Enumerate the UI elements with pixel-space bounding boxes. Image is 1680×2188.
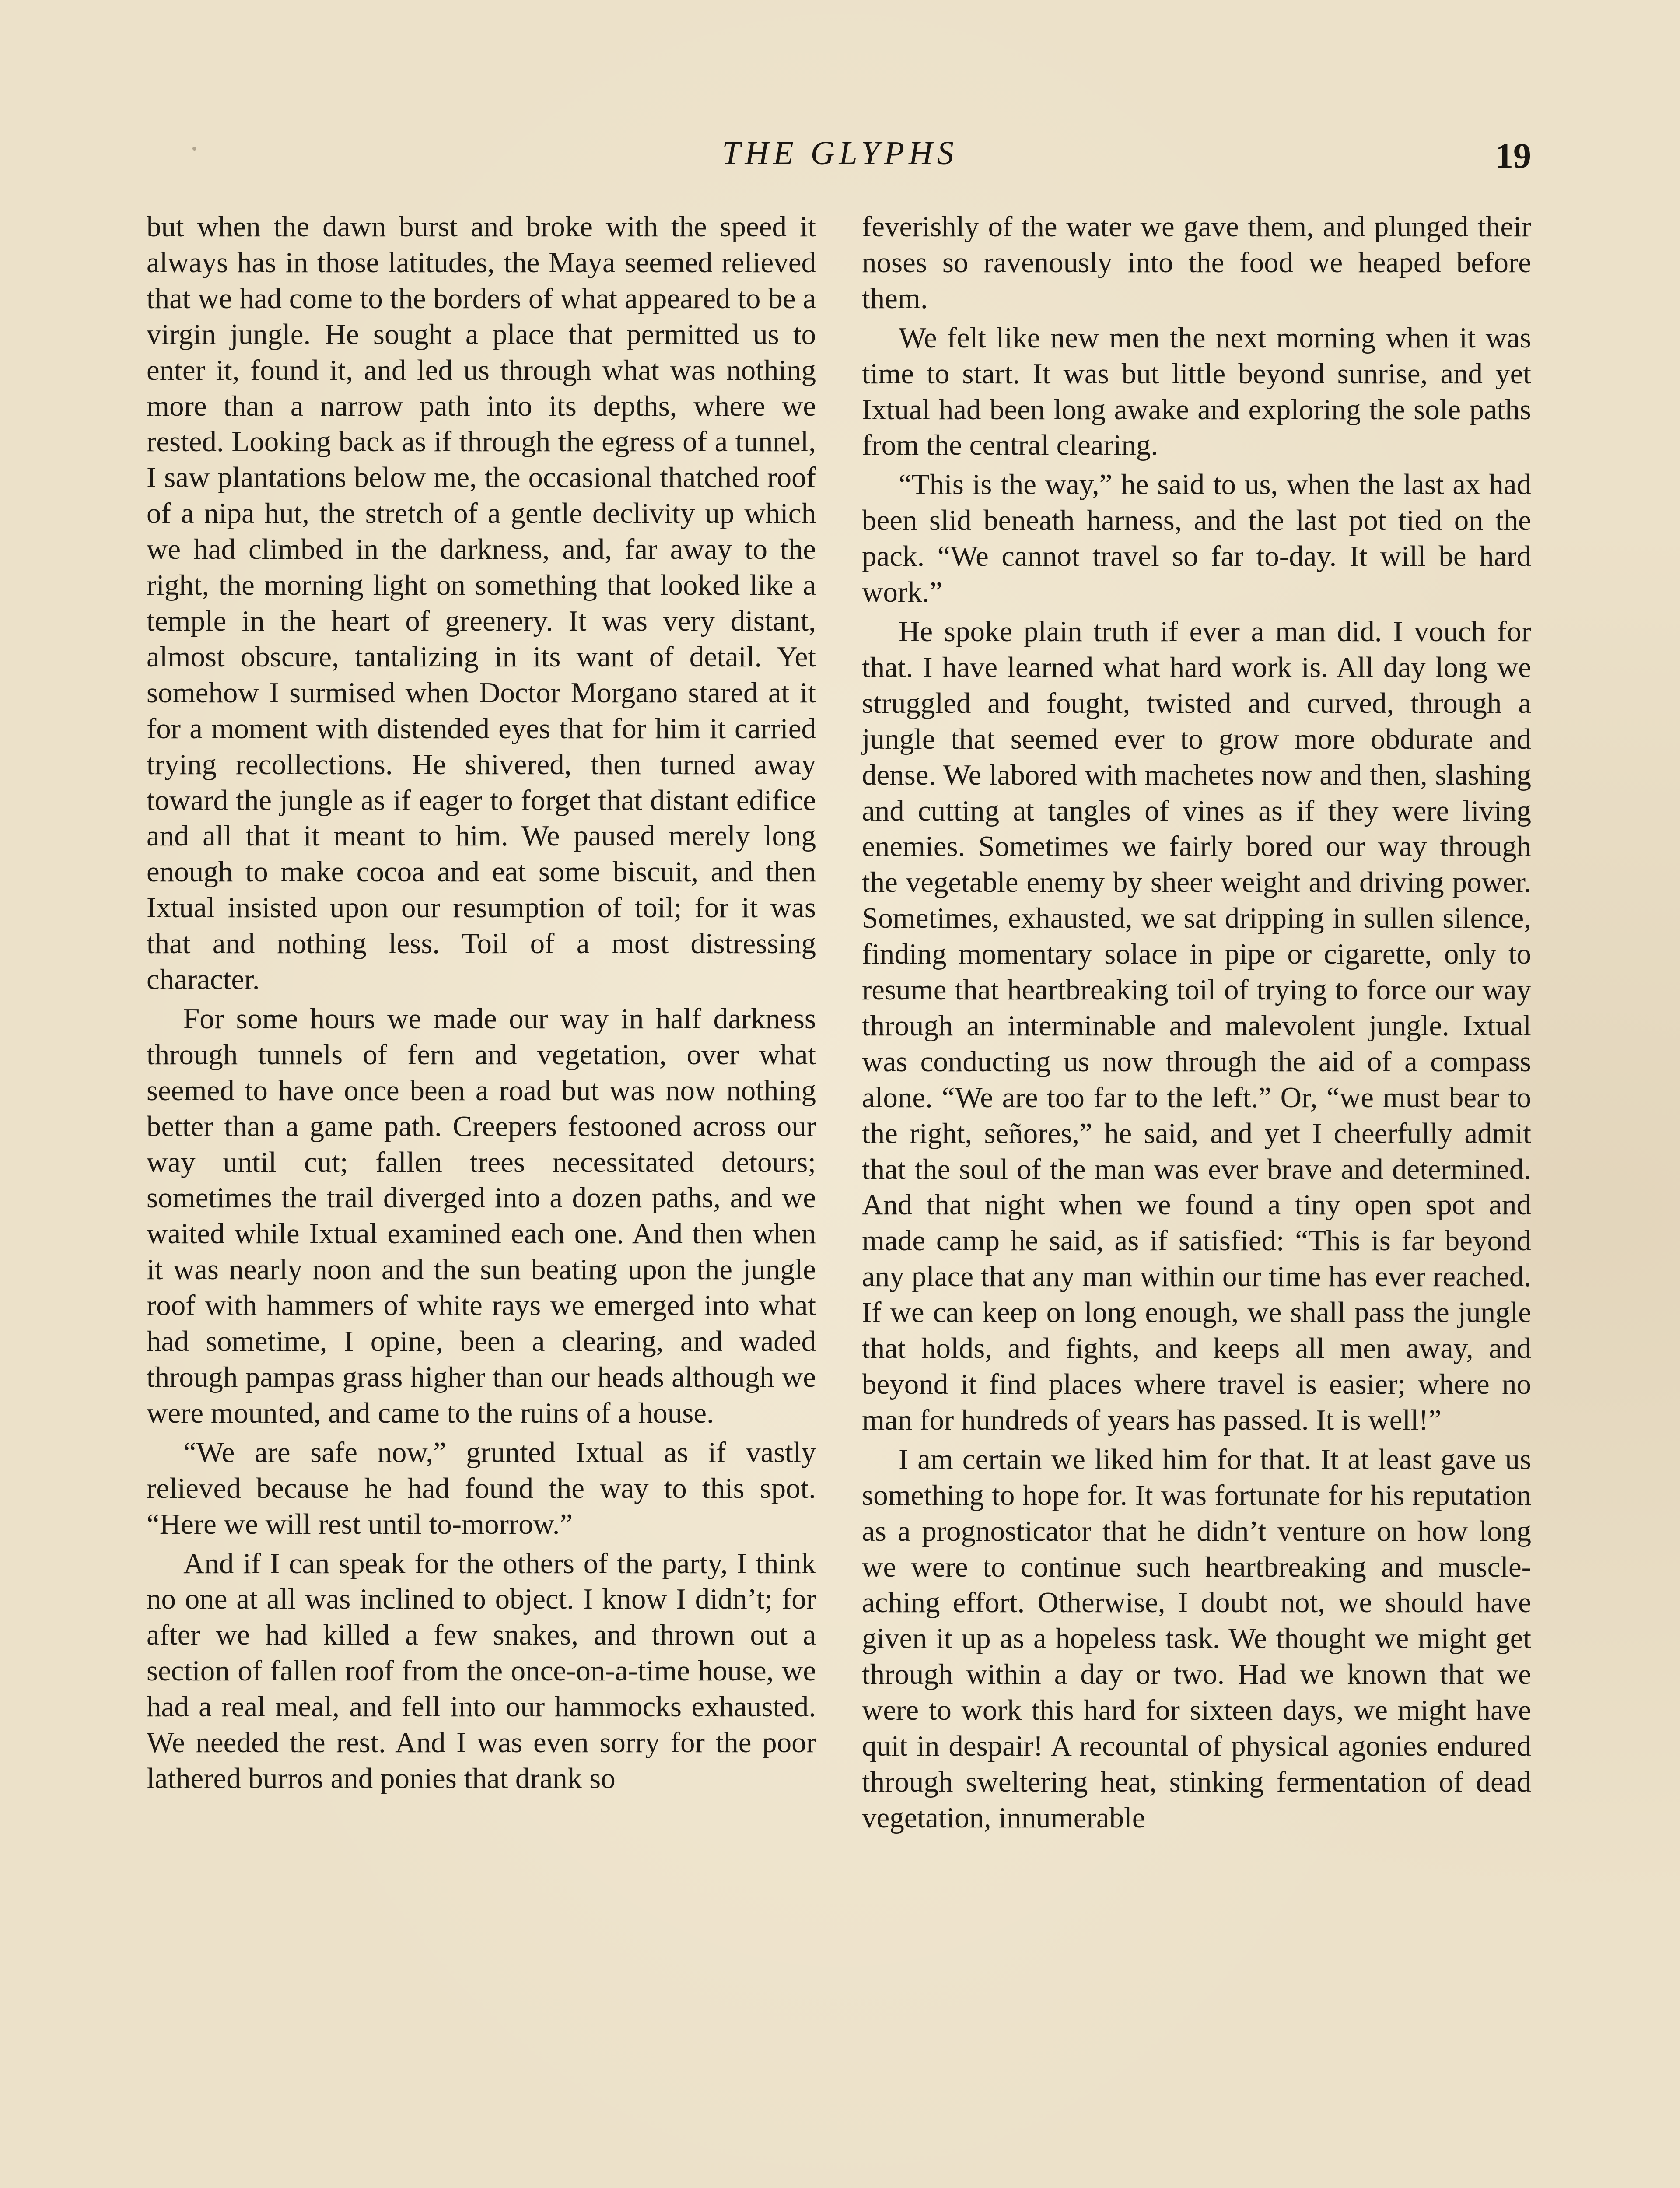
paragraph: For some hours we made our way in half darkness through tunnels of fern and vegetation, over what seemed to have once been a road but was now nothing better than a game path. Creepers festooned across our way until cut; fallen trees necessitated detours; sometimes the trail diverged into a dozen paths, and we waited while Ixtual examined each one. And then when it was nearly noon and the sun beating upon the jungle roof with hammers of white rays we emerged into what had sometime, I opine, been a clearing, and waded through pampas grass higher than our heads although we were mounted, and came to the ruins of a house. — [147, 1002, 816, 1429]
right-text-column — [862, 209, 1531, 1836]
page-header — [0, 131, 1680, 179]
left-text-column — [147, 209, 816, 1797]
paragraph: He spoke plain truth if ever a man did. I vouch for that. I have learned what hard work is. All day long we struggled and fought, twisted and curved, through a jungle that seemed ever to grow more obdurate and dense. We labored with machetes now and then, slashing and cutting at tangles of vines as if they were living enemies. Sometimes we fairly bored our way through the vegetable enemy by sheer weight and driving power. Sometimes, exhausted, we sat dripping in sullen silence, finding momentary solace in pipe or cigarette, only to resume that heartbreaking toil of trying to force our way through an interminable and malevolent jungle. Ixtual was conducting us now through the aid of a compass alone. “We are too far to the left.” Or, “we must bear to the right, señores,” he said, and yet I cheerfully admit that the soul of the man was ever brave and determined. And that night when we found a tiny open spot and made camp he said, as if satisfied: “This is far beyond any place that any man within our time has ever reached. If we can keep on long enough, we shall pass the jungle that holds, and fights, and keeps all men away, and beyond it find places where travel is easier; where no man for hundreds of years has passed. It is well!” — [862, 615, 1531, 1436]
page-number: 19 — [1495, 136, 1531, 175]
paragraph: feverishly of the water we gave them, and plunged their noses so ravenously into the food we heaped before them. — [862, 210, 1531, 315]
paragraph: “This is the way,” he said to us, when the last ax had been slid beneath harness, and the last pot tied on the pack. “We cannot travel so far to-day. It will be hard work.” — [862, 468, 1531, 609]
paragraph: but when the dawn burst and broke with the speed it always has in those latitudes, the Maya seemed relieved that we had come to the borders of what appeared to be a virgin jungle. He sought a place that permitted us to enter it, found it, and led us through what was nothing more than a narrow path into its depths, where we rested. Looking back as if through the egress of a tunnel, I saw plantations below me, the occasional thatched roof of a nipa hut, the stretch of a gentle declivity up which we had climbed in the darkness, and, far away to the right, the morning light on something that looked like a temple in the heart of greenery. It was very distant, almost obscure, tantalizing in its want of detail. Yet somehow I surmised when Doctor Morgano stared at it for a moment with distended eyes that for him it carried trying recollections. He shivered, then turned away toward the jungle as if eager to forget that distant edifice and all that it meant to him. We paused merely long enough to make cocoa and eat some biscuit, and then Ixtual insisted upon our resumption of toil; for it was that and nothing less. Toil of a most distressing character. — [147, 210, 816, 996]
paragraph: We felt like new men the next morning when it was time to start. It was but little beyond sunrise, and yet Ixtual had been long awake and exploring the sole paths from the central clearing. — [862, 321, 1531, 462]
paragraph: I am certain we liked him for that. It at least gave us something to hope for. It was fortunate for his reputation as a prognosticator that he didn’t venture on how long we were to continue such heartbreaking and muscle-aching effort. Otherwise, I doubt not, we should have given it up as a hopeless task. We thought we might get through within a day or two. Had we known that we were to work this hard for sixteen days, we might have quit in despair! A recountal of physical agonies endured through sweltering heat, stinking fermentation of dead vegetation, innumerable — [862, 1443, 1531, 1834]
running-title: THE GLYPHS — [722, 135, 958, 172]
paragraph: “We are safe now,” grunted Ixtual as if vastly relieved because he had found the way to this spot. “Here we will rest until to-morrow.” — [147, 1436, 816, 1540]
paper-speck — [192, 147, 196, 151]
paragraph: And if I can speak for the others of the party, I think no one at all was inclined to object. I know I didn’t; for after we had killed a few snakes, and thrown out a section of fallen roof from the once-on-a-time house, we had a real meal, and fell into our hammocks exhausted. We needed the rest. And I was even sorry for the poor lathered burros and ponies that drank so — [147, 1547, 816, 1795]
